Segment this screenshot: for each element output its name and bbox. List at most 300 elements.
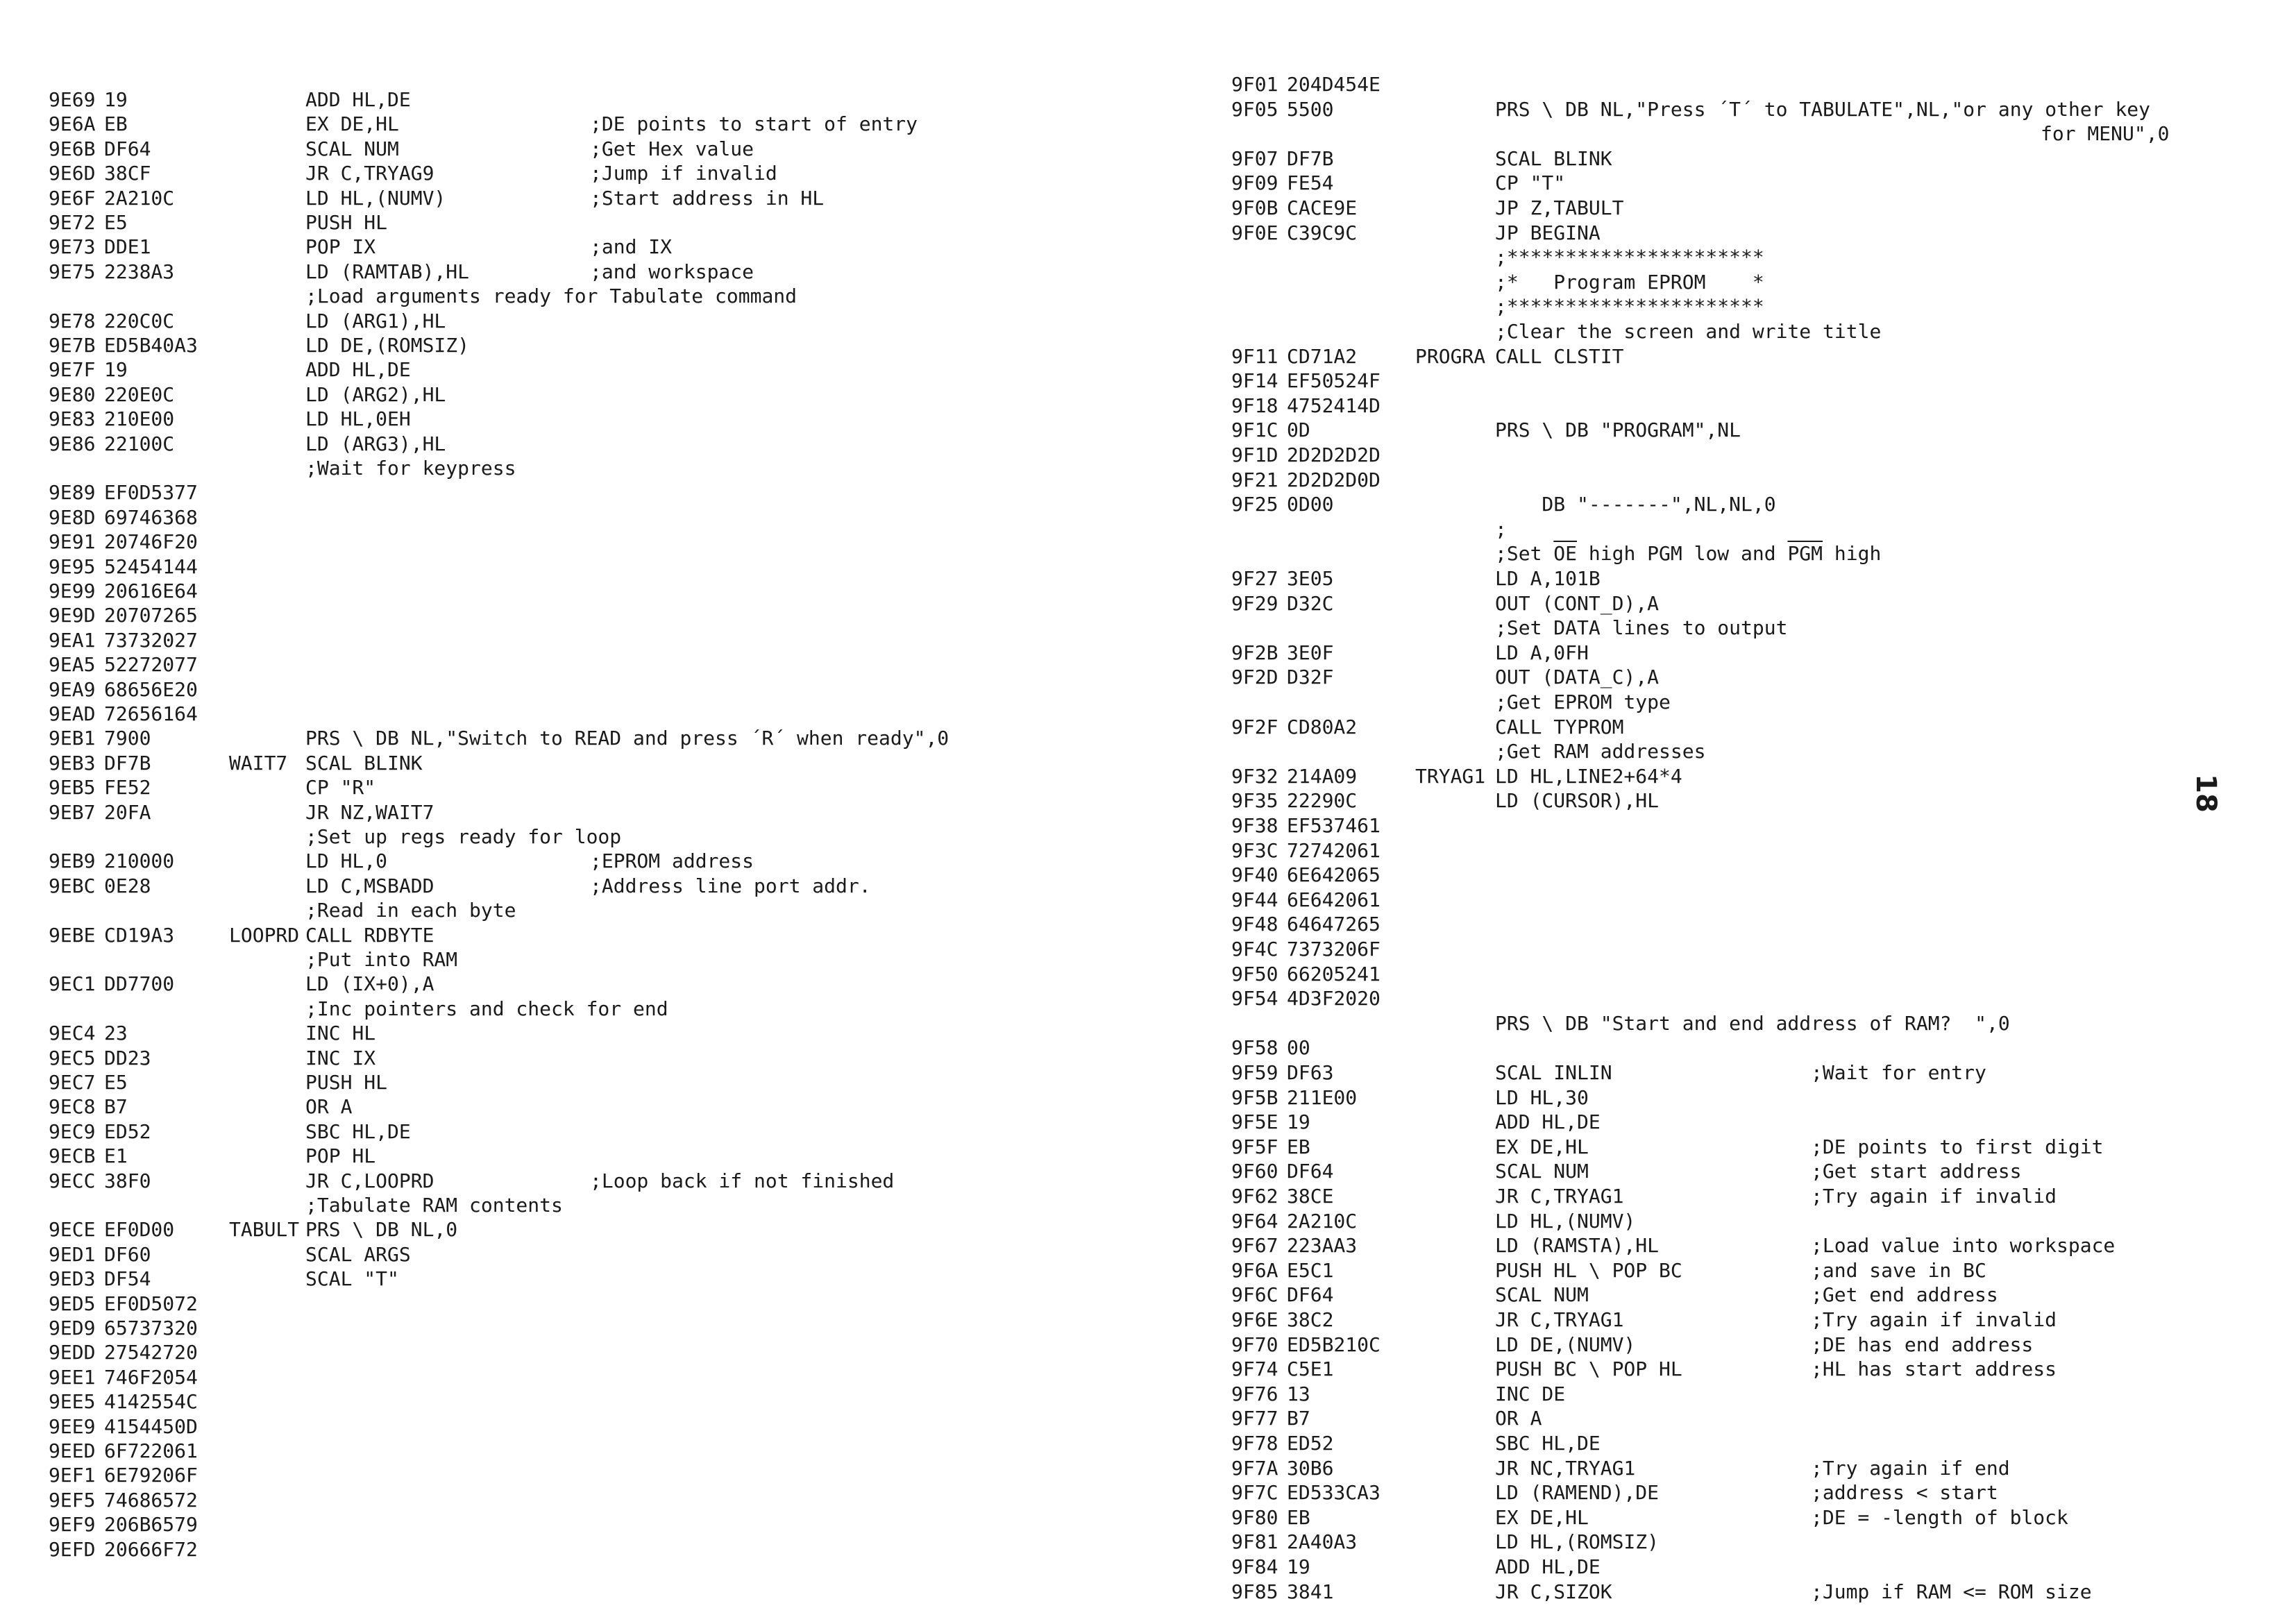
line-code: 220C0C	[104, 309, 175, 332]
line-addr: 9F29	[1231, 591, 1278, 615]
line-code: E5C1	[1287, 1258, 1334, 1282]
line-addr: 9EE9	[49, 1414, 96, 1438]
line-addr: 9E72	[49, 211, 96, 234]
line-addr: 9F76	[1231, 1382, 1278, 1405]
line-addr: 9EA9	[49, 677, 96, 701]
line-code: 204D454E	[1287, 73, 1381, 96]
line-addr: 9F60	[1231, 1160, 1278, 1183]
line-code: EB	[104, 112, 128, 136]
line-code: 38CF	[104, 162, 151, 185]
line-code: 3E05	[1287, 567, 1334, 590]
line-addr: 9F05	[1231, 97, 1278, 121]
line-instr: SCAL "T"	[305, 1267, 399, 1291]
line-code: CD71A2	[1287, 344, 1358, 368]
line-instr: LD (RAMSTA),HL	[1495, 1234, 1660, 1258]
line-instr: JR C,LOOPRD	[305, 1169, 434, 1192]
line-comment: ;HL has start address	[1811, 1357, 2057, 1381]
line-instr: CP "T"	[1495, 171, 1566, 195]
line-instr: ;Set DATA lines to output	[1495, 616, 1788, 640]
line-addr: 9E95	[49, 555, 96, 578]
line-comment: ;DE points to start of entry	[590, 112, 918, 136]
line-instr: SCAL INLIN	[1495, 1061, 1612, 1084]
line-code: 19	[1287, 1555, 1310, 1578]
line-instr: JR C,TRYAG1	[1495, 1308, 1624, 1331]
line-instr: SCAL NUM	[1495, 1283, 1589, 1307]
line-code: 20707265	[104, 604, 198, 627]
line-instr: EX DE,HL	[305, 112, 399, 136]
line-code: C39C9C	[1287, 221, 1358, 244]
line-code: DF63	[1287, 1061, 1334, 1084]
line-code: E1	[104, 1144, 128, 1168]
line-addr: 9EE5	[49, 1390, 96, 1414]
line-addr: 9F5F	[1231, 1135, 1278, 1158]
line-instr: PUSH HL \ POP BC	[1495, 1258, 1682, 1282]
line-addr: 9F21	[1231, 468, 1278, 491]
line-instr: ;	[1495, 517, 1507, 541]
line-code: 206B6579	[104, 1513, 198, 1537]
line-code: 4154450D	[104, 1414, 198, 1438]
line-code: 2A210C	[104, 186, 175, 210]
line-instr: JR C,SIZOK	[1495, 1580, 1612, 1603]
line-code: CD80A2	[1287, 715, 1358, 738]
line-code: 2A40A3	[1287, 1530, 1358, 1554]
line-addr: 9EDD	[49, 1341, 96, 1364]
line-instr: LD HL,(NUMV)	[305, 186, 446, 210]
line-instr: SCAL ARGS	[305, 1242, 411, 1266]
page-number: 18	[2189, 774, 2222, 813]
line-code: 6E642065	[1287, 863, 1381, 887]
line-addr: 9ECE	[49, 1218, 96, 1242]
line-instr: JR NZ,WAIT7	[305, 800, 434, 824]
line-addr: 9F14	[1231, 369, 1278, 393]
line-addr: 9E6D	[49, 162, 96, 185]
line-instr: for MENU",0	[2041, 122, 2170, 146]
line-instr: JP BEGINA	[1495, 221, 1601, 244]
line-addr: 9F01	[1231, 73, 1278, 96]
line-instr: OR A	[305, 1095, 353, 1119]
line-addr: 9F74	[1231, 1357, 1278, 1381]
line-code: 7900	[104, 727, 151, 750]
line-instr: PUSH BC \ POP HL	[1495, 1357, 1682, 1381]
line-addr: 9F59	[1231, 1061, 1278, 1084]
line-comment: ;Start address in HL	[590, 186, 825, 210]
line-addr: 9EC5	[49, 1046, 96, 1069]
line-addr: 9F09	[1231, 171, 1278, 195]
line-instr: ADD HL,DE	[305, 88, 411, 111]
line-code: 72656164	[104, 702, 198, 725]
line-instr: ;Get EPROM type	[1495, 691, 1671, 713]
line-instr: OUT (CONT_D),A	[1495, 591, 1660, 615]
line-comment: ;and IX	[590, 235, 673, 259]
line-addr: 9EAD	[49, 702, 96, 725]
line-addr: 9F40	[1231, 863, 1278, 887]
line-instr: ;Clear the screen and write title	[1495, 320, 1882, 343]
line-instr: PRS \ DB "Start and end address of RAM? ",0	[1495, 1011, 2010, 1035]
line-comment: ;DE has end address	[1811, 1333, 2034, 1356]
line-addr: 9E91	[49, 530, 96, 554]
line-addr: 9E99	[49, 580, 96, 602]
line-instr: DB "-------",NL,NL,0	[1495, 493, 1776, 516]
line-instr: LD DE,(ROMSIZ)	[305, 334, 470, 357]
line-instr: ;Load arguments ready for Tabulate command	[305, 285, 797, 308]
line-addr: 9F84	[1231, 1555, 1278, 1578]
line-instr: ADD HL,DE	[1495, 1555, 1601, 1578]
line-addr: 9E89	[49, 481, 96, 505]
line-code: B7	[104, 1095, 128, 1119]
line-addr: 9F64	[1231, 1209, 1278, 1233]
line-addr: 9F6E	[1231, 1308, 1278, 1331]
line-code: 210E00	[104, 407, 175, 431]
line-addr: 9F5B	[1231, 1085, 1278, 1109]
line-comment: ;Jump if invalid	[590, 162, 777, 185]
line-code: 72742061	[1287, 838, 1381, 862]
line-comment: ;Address line port addr.	[590, 874, 871, 897]
line-addr: 9EBE	[49, 923, 96, 947]
line-instr: LD HL,(NUMV)	[1495, 1209, 1636, 1233]
line-addr: 9EF1	[49, 1464, 96, 1487]
line-code: 3E0F	[1287, 641, 1334, 664]
line-addr: 9F07	[1231, 146, 1278, 170]
line-code: 00	[1287, 1036, 1310, 1060]
line-addr: 9E75	[49, 260, 96, 283]
line-code: EB	[1287, 1135, 1310, 1158]
line-label: TRYAG1	[1415, 764, 1486, 788]
line-addr: 9E6B	[49, 137, 96, 160]
line-addr: 9E6F	[49, 186, 96, 210]
line-code: ED533CA3	[1287, 1481, 1381, 1505]
line-addr: 9F2B	[1231, 641, 1278, 664]
line-code: EF0D5072	[104, 1292, 198, 1315]
line-comment: ;Wait for entry	[1811, 1061, 1986, 1084]
line-code: EF0D00	[104, 1218, 175, 1242]
line-code: 38F0	[104, 1169, 151, 1192]
line-instr: CALL TYPROM	[1495, 715, 1624, 738]
line-code: 23	[104, 1022, 128, 1045]
line-code: 211E00	[1287, 1085, 1358, 1109]
line-addr: 9EED	[49, 1439, 96, 1462]
line-code: D32C	[1287, 591, 1334, 615]
line-addr: 9EE1	[49, 1365, 96, 1389]
line-instr: LD (RAMEND),DE	[1495, 1481, 1660, 1505]
line-addr: 9ED3	[49, 1267, 96, 1291]
line-instr: LD HL,(ROMSIZ)	[1495, 1530, 1660, 1554]
line-instr: EX DE,HL	[1495, 1135, 1589, 1158]
line-instr: OUT (DATA_C),A	[1495, 666, 1660, 689]
line-addr: 9F50	[1231, 962, 1278, 986]
line-comment: ;DE points to first digit	[1811, 1135, 2104, 1158]
line-code: 20746F20	[104, 530, 198, 554]
line-addr: 9F80	[1231, 1505, 1278, 1529]
line-instr: SCAL BLINK	[305, 751, 423, 775]
line-code: 4D3F2020	[1287, 987, 1381, 1010]
line-instr: ;Get RAM addresses	[1495, 740, 1706, 763]
line-addr: 9F2D	[1231, 666, 1278, 689]
line-code: 6F722061	[104, 1439, 198, 1462]
line-comment: ;and workspace	[590, 260, 754, 283]
line-label: WAIT7	[229, 751, 288, 775]
line-addr: 9E73	[49, 235, 96, 259]
line-instr: LD HL,LINE2+64*4	[1495, 764, 1682, 788]
line-instr: JR C,TRYAG9	[305, 162, 434, 185]
line-code: 6E79206F	[104, 1464, 198, 1487]
line-instr: JP Z,TABULT	[1495, 196, 1624, 219]
line-code: C5E1	[1287, 1357, 1334, 1381]
line-addr: 9F48	[1231, 913, 1278, 936]
line-code: 68656E20	[104, 677, 198, 701]
line-instr: LD HL,30	[1495, 1085, 1589, 1109]
line-instr: LD (IX+0),A	[305, 972, 434, 996]
line-addr: 9EB7	[49, 800, 96, 824]
line-code: 2238A3	[104, 260, 175, 283]
line-addr: 9ED1	[49, 1242, 96, 1266]
line-comment: ;Load value into workspace	[1811, 1234, 2116, 1258]
line-addr: 9F62	[1231, 1185, 1278, 1208]
line-addr: 9ECC	[49, 1169, 96, 1192]
line-instr: PUSH HL	[305, 211, 388, 234]
line-code: DDE1	[104, 235, 151, 259]
line-addr: 9ECB	[49, 1144, 96, 1168]
line-addr: 9F0B	[1231, 196, 1278, 219]
line-addr: 9F4C	[1231, 938, 1278, 961]
line-code: 2A210C	[1287, 1209, 1358, 1233]
line-comment: ;Get start address	[1811, 1160, 2022, 1183]
line-code: 30B6	[1287, 1456, 1334, 1480]
line-instr: SCAL NUM	[305, 137, 399, 160]
line-code: 2D2D2D2D	[1287, 443, 1381, 466]
line-code: DF64	[1287, 1283, 1334, 1307]
line-instr: POP IX	[305, 235, 376, 259]
line-comment: ;address < start	[1811, 1481, 1998, 1505]
line-code: 73732027	[104, 628, 198, 652]
line-code: D32F	[1287, 666, 1334, 689]
line-addr: 9EBC	[49, 874, 96, 897]
line-code: 22290C	[1287, 789, 1358, 813]
line-instr: ;**********************	[1495, 295, 1764, 319]
line-code: EF0D5377	[104, 481, 198, 505]
line-addr: 9F25	[1231, 493, 1278, 516]
line-addr: 9EB3	[49, 751, 96, 775]
line-comment: ;DE = -length of block	[1811, 1505, 2068, 1529]
line-addr: 9EC8	[49, 1095, 96, 1119]
line-code: EF50524F	[1287, 369, 1381, 393]
line-comment: ;Get Hex value	[590, 137, 754, 160]
line-addr: 9F6C	[1231, 1283, 1278, 1307]
line-addr: 9E6A	[49, 112, 96, 136]
line-code: 7373206F	[1287, 938, 1381, 961]
line-instr: ;Read in each byte	[305, 899, 516, 922]
line-instr: LD HL,0EH	[305, 407, 411, 431]
line-code: 746F2054	[104, 1365, 198, 1389]
line-label: LOOPRD	[229, 923, 300, 947]
line-instr: ;Tabulate RAM contents	[305, 1194, 563, 1217]
line-instr: LD (ARG2),HL	[305, 382, 446, 406]
line-addr: 9F78	[1231, 1432, 1278, 1455]
line-addr: 9F3C	[1231, 838, 1278, 862]
line-addr: 9E86	[49, 432, 96, 455]
line-instr: LD A,101B	[1495, 567, 1601, 590]
line-code: 20FA	[104, 800, 151, 824]
line-code: 19	[104, 88, 128, 111]
line-instr: INC DE	[1495, 1382, 1566, 1405]
line-addr: 9E83	[49, 407, 96, 431]
line-addr: 9F2F	[1231, 715, 1278, 738]
line-instr: ;Set up regs ready for loop	[305, 825, 622, 848]
line-instr: LD C,MSBADD	[305, 874, 434, 897]
line-code: 20616E64	[104, 580, 198, 602]
line-addr: 9F44	[1231, 888, 1278, 911]
line-addr: 9F5E	[1231, 1110, 1278, 1134]
line-instr: ;Set $\overline{OE}$ high PGM low and $\overline{PGM}$ high	[1495, 542, 1882, 566]
line-code: 27542720	[104, 1341, 198, 1364]
line-addr: 9F70	[1231, 1333, 1278, 1356]
line-code: 13	[1287, 1382, 1310, 1405]
line-addr: 9EB1	[49, 727, 96, 750]
line-code: 52454144	[104, 555, 198, 578]
line-comment: ;Get end address	[1811, 1283, 1998, 1307]
line-code: 223AA3	[1287, 1234, 1358, 1258]
line-code: FE52	[104, 776, 151, 800]
line-code: E5	[104, 211, 128, 234]
line-code: 64647265	[1287, 913, 1381, 936]
line-code: DD7700	[104, 972, 175, 996]
line-addr: 9E78	[49, 309, 96, 332]
line-addr: 9E8D	[49, 505, 96, 529]
line-instr: LD (RAMTAB),HL	[305, 260, 470, 283]
line-instr: PRS \ DB NL,"Press ´T´ to TABULATE",NL,"or any other key	[1495, 97, 2151, 121]
line-code: DF7B	[1287, 146, 1334, 170]
line-comment: ;and save in BC	[1811, 1258, 1986, 1282]
line-instr: LD DE,(NUMV)	[1495, 1333, 1636, 1356]
line-addr: 9F58	[1231, 1036, 1278, 1060]
line-instr: SBC HL,DE	[1495, 1432, 1601, 1455]
line-addr: 9ED9	[49, 1317, 96, 1339]
line-instr: LD (CURSOR),HL	[1495, 789, 1660, 813]
line-addr: 9E69	[49, 88, 96, 111]
line-instr: INC IX	[305, 1046, 376, 1069]
line-code: 74686572	[104, 1488, 198, 1512]
line-addr: 9E80	[49, 382, 96, 406]
line-comment: ;Try again if invalid	[1811, 1308, 2057, 1331]
line-code: EF537461	[1287, 814, 1381, 837]
line-code: 6E642061	[1287, 888, 1381, 911]
line-instr: PRS \ DB NL,"Switch to READ and press ´R´ when ready",0	[305, 727, 949, 750]
line-code: 65737320	[104, 1317, 198, 1339]
line-instr: EX DE,HL	[1495, 1505, 1589, 1529]
line-code: ED5B40A3	[104, 334, 198, 357]
line-addr: 9F7C	[1231, 1481, 1278, 1505]
line-addr: 9F7A	[1231, 1456, 1278, 1480]
line-addr: 9ED5	[49, 1292, 96, 1315]
line-code: 2D2D2D0D	[1287, 468, 1381, 491]
line-instr: LD (ARG1),HL	[305, 309, 446, 332]
line-addr: 9EC1	[49, 972, 96, 996]
line-instr: CALL CLSTIT	[1495, 344, 1624, 368]
line-instr: PRS \ DB "PROGRAM",NL	[1495, 418, 1741, 442]
line-code: 210000	[104, 849, 175, 873]
line-comment: ;Try again if end	[1811, 1456, 2010, 1480]
line-instr: LD HL,0	[305, 849, 388, 873]
line-instr: SCAL BLINK	[1495, 146, 1612, 170]
line-instr: POP HL	[305, 1144, 376, 1168]
line-code: DD23	[104, 1046, 151, 1069]
line-code: 69746368	[104, 505, 198, 529]
line-instr: ;**********************	[1495, 246, 1764, 269]
line-instr: OR A	[1495, 1407, 1542, 1430]
line-addr: 9F32	[1231, 764, 1278, 788]
line-code: 38CE	[1287, 1185, 1334, 1208]
line-code: DF7B	[104, 751, 151, 775]
line-code: DF64	[104, 137, 151, 160]
line-addr: 9F11	[1231, 344, 1278, 368]
line-instr: LD A,0FH	[1495, 641, 1589, 664]
line-addr: 9F67	[1231, 1234, 1278, 1258]
line-code: 38C2	[1287, 1308, 1334, 1331]
line-code: ED5B210C	[1287, 1333, 1381, 1356]
line-code: 20666F72	[104, 1537, 198, 1561]
line-addr: 9F38	[1231, 814, 1278, 837]
line-addr: 9EF9	[49, 1513, 96, 1537]
line-addr: 9F77	[1231, 1407, 1278, 1430]
line-addr: 9F27	[1231, 567, 1278, 590]
line-addr: 9EC7	[49, 1071, 96, 1094]
line-label: TABULT	[229, 1218, 300, 1242]
line-instr: ADD HL,DE	[305, 358, 411, 382]
line-code: 220E0C	[104, 382, 175, 406]
line-code: EB	[1287, 1505, 1310, 1529]
line-code: 66205241	[1287, 962, 1381, 986]
line-code: 22100C	[104, 432, 175, 455]
line-comment: ;Jump if RAM <= ROM size	[1811, 1580, 2092, 1603]
line-instr: ;* Program EPROM *	[1495, 270, 1764, 294]
line-addr: 9F1C	[1231, 418, 1278, 442]
line-instr: ;Put into RAM	[305, 948, 458, 971]
line-instr: PUSH HL	[305, 1071, 388, 1094]
right-page	[1148, 0, 2296, 1624]
line-comment: ;Loop back if not finished	[590, 1169, 895, 1192]
line-addr: 9F1D	[1231, 443, 1278, 466]
line-addr: 9EC9	[49, 1119, 96, 1143]
line-code: 5500	[1287, 97, 1334, 121]
line-addr: 9EF5	[49, 1488, 96, 1512]
line-code: 214A09	[1287, 764, 1358, 788]
line-instr: ;Wait for keypress	[305, 457, 516, 480]
line-instr: LD (ARG3),HL	[305, 432, 446, 455]
line-addr: 9E7F	[49, 358, 96, 382]
line-addr: 9F18	[1231, 394, 1278, 417]
line-addr: 9EFD	[49, 1537, 96, 1561]
line-comment: ;Try again if invalid	[1811, 1185, 2057, 1208]
line-code: 0D00	[1287, 493, 1334, 516]
line-addr: 9EB5	[49, 776, 96, 800]
line-code: CD19A3	[104, 923, 175, 947]
line-instr: SBC HL,DE	[305, 1119, 411, 1143]
line-code: 19	[104, 358, 128, 382]
line-instr: CP "R"	[305, 776, 376, 800]
line-addr: 9E7B	[49, 334, 96, 357]
line-code: 4142554C	[104, 1390, 198, 1414]
line-addr: 9EA5	[49, 653, 96, 677]
line-addr: 9F81	[1231, 1530, 1278, 1554]
line-code: 0D	[1287, 418, 1310, 442]
line-code: E5	[104, 1071, 128, 1094]
line-addr: 9E9D	[49, 604, 96, 627]
line-label: PROGRA	[1415, 344, 1486, 368]
line-code: 4752414D	[1287, 394, 1381, 417]
line-addr: 9F6A	[1231, 1258, 1278, 1282]
line-addr: 9F54	[1231, 987, 1278, 1010]
line-code: FE54	[1287, 171, 1334, 195]
line-code: DF54	[104, 1267, 151, 1291]
